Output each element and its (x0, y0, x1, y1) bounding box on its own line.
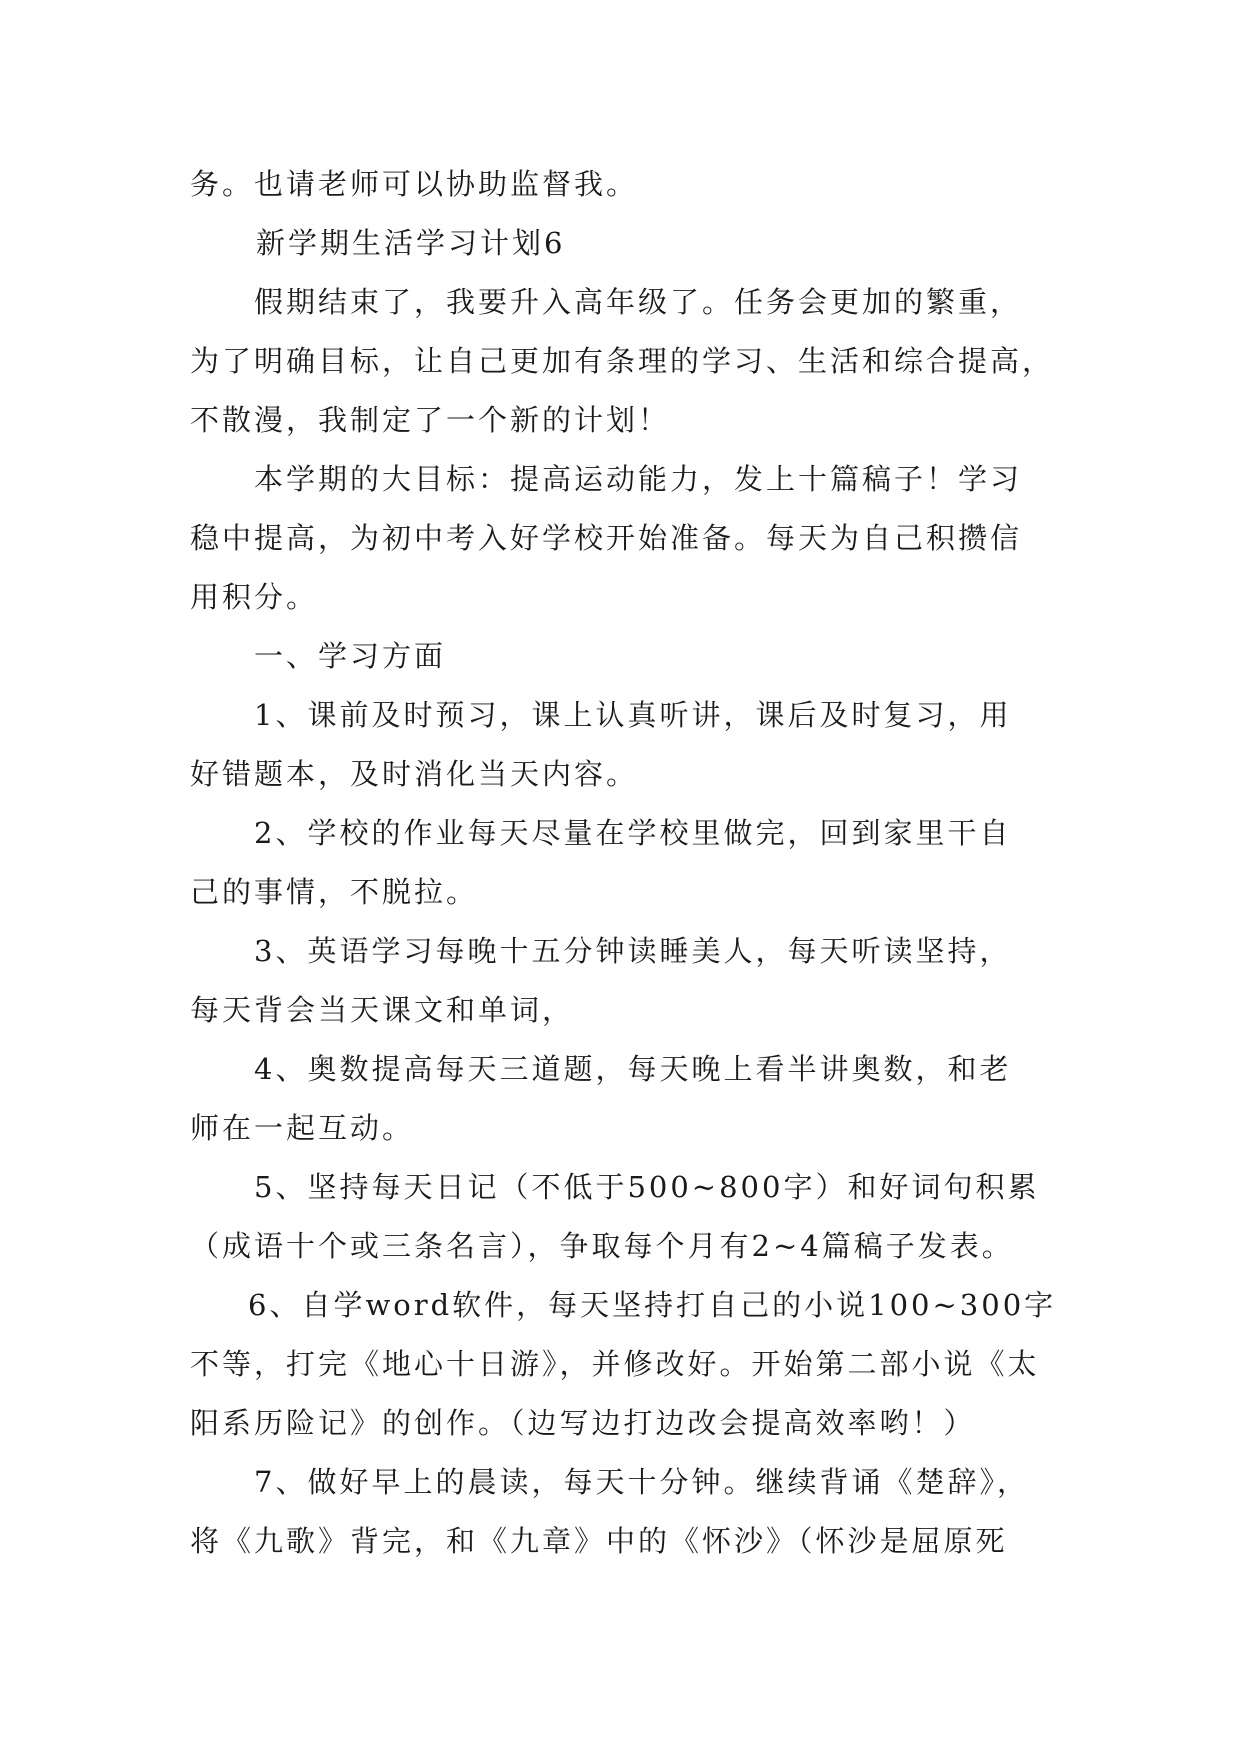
text-line: 阳系历险记》的创作。（边写边打边改会提高效率哟！） (190, 1406, 976, 1440)
text-line: 不散漫，我制定了一个新的计划！ (190, 403, 671, 437)
text-line: 本学期的大目标：提高运动能力，发上十篇稿子！学习 (254, 462, 1023, 496)
text-line: 6、自学word软件，每天坚持打自己的小说100~300字 (248, 1288, 1057, 1322)
text-line: 5、坚持每天日记（不低于500~800字）和好词句积累 (254, 1170, 1040, 1204)
text-line: 好错题本，及时消化当天内容。 (190, 757, 639, 791)
text-line: 7、做好早上的晨读，每天十分钟。继续背诵《楚辞》， (254, 1465, 1029, 1499)
text-line: 稳中提高，为初中考入好学校开始准备。每天为自己积攒信 (190, 521, 1023, 555)
text-line: 2、学校的作业每天尽量在学校里做完，回到家里干自 (254, 816, 1012, 850)
text-line: 3、英语学习每晚十五分钟读睡美人，每天听读坚持， (254, 934, 1012, 968)
text-line: 将《九歌》背完，和《九章》中的《怀沙》（怀沙是屈原死 (190, 1524, 1008, 1558)
text-line: 师在一起互动。 (190, 1111, 415, 1145)
text-line: 假期结束了，我要升入高年级了。任务会更加的繁重， (254, 285, 1023, 319)
text-line: 务。也请老师可以协助监督我。 (190, 167, 639, 201)
text-line: 1、课前及时预习，课上认真听讲，课后及时复习，用 (254, 698, 1012, 732)
text-line: 4、奥数提高每天三道题，每天晚上看半讲奥数，和老 (254, 1052, 1012, 1086)
text-line: 为了明确目标，让自己更加有条理的学习、生活和综合提高， (190, 344, 1055, 378)
section-title: 新学期生活学习计划6 (256, 226, 566, 260)
text-line: 不等，打完《地心十日游》，并修改好。开始第二部小说《太 (190, 1347, 1040, 1381)
document-body (190, 155, 1070, 1571)
text-line: 己的事情，不脱拉。 (190, 875, 479, 909)
text-line: 每天背会当天课文和单词， (190, 993, 575, 1027)
text-line: （成语十个或三条名言），争取每个月有2~4篇稿子发表。 (190, 1229, 1014, 1263)
text-line: 用积分。 (190, 580, 319, 614)
section-heading: 一、学习方面 (254, 639, 447, 673)
